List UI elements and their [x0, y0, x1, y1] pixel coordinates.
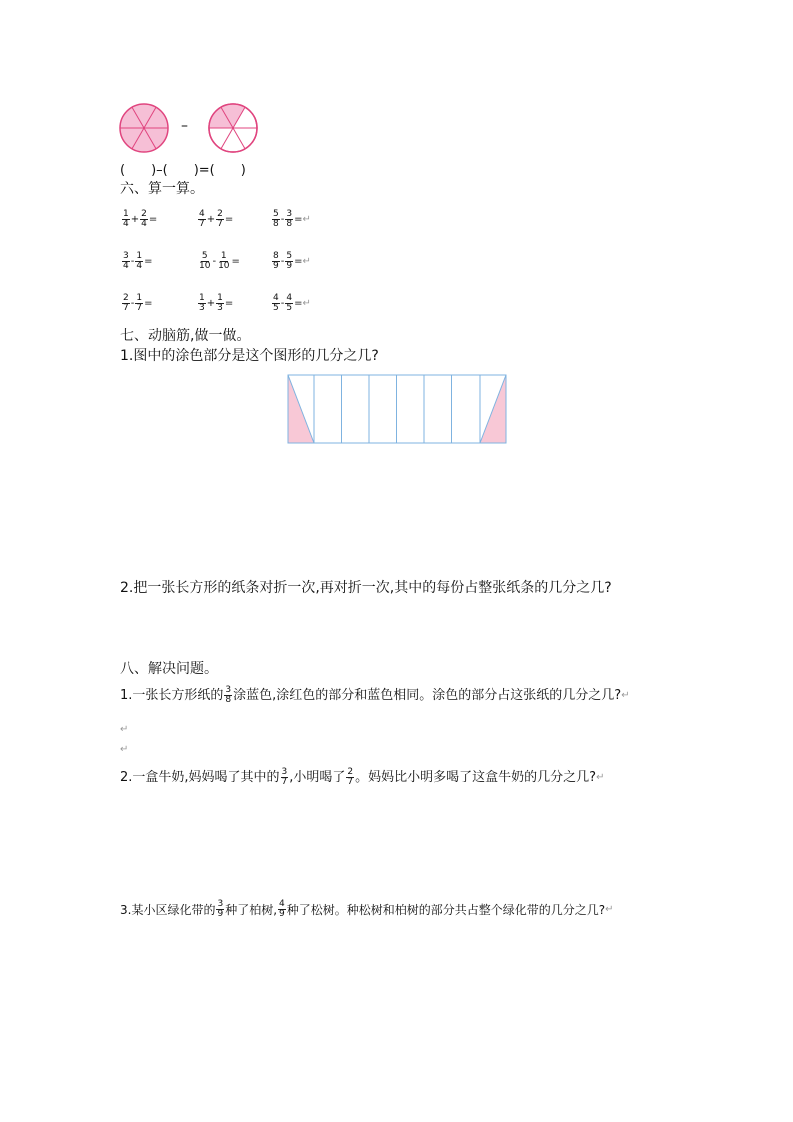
return-mark: ↵: [621, 689, 630, 701]
section6-title: 六、算一算。: [120, 181, 204, 197]
return-mark: ↵: [605, 903, 614, 915]
q2-fraction-1-denominator: 7: [281, 777, 288, 787]
q3-text-post: 种了松树。种松树和柏树的部分共占整个绿化带的几分之几?: [286, 902, 606, 917]
q2-text-pre: 2.一盒牛奶,妈妈喝了其中的: [120, 769, 280, 785]
denominator: 3: [199, 303, 205, 313]
second-fraction: [217, 252, 230, 271]
q2-fraction-1-numerator: 3: [281, 767, 288, 777]
section8-question-2: [120, 768, 604, 787]
numerator: 5: [273, 209, 279, 219]
denominator: 4: [136, 261, 143, 271]
q1-fraction-denominator: 8: [225, 695, 232, 705]
numerator: 3: [123, 251, 129, 261]
q1-fraction-numerator: 3: [225, 685, 232, 695]
second-fraction: [216, 294, 224, 313]
calc-problem: [197, 252, 240, 271]
numerator: 8: [273, 251, 279, 261]
numerator: 2: [217, 209, 223, 219]
denominator: 10: [199, 261, 211, 271]
section7-title: 七、动脑筋,做一做。: [120, 328, 251, 344]
denominator: 7: [217, 219, 223, 229]
q3-text-mid: 种了柏树,: [225, 902, 278, 917]
return-mark: ↵: [596, 771, 605, 783]
operator: -: [212, 256, 217, 267]
calc-problem: [271, 294, 311, 313]
first-fraction: [198, 210, 206, 229]
first-fraction: [122, 294, 130, 313]
denominator: 4: [123, 219, 129, 229]
first-fraction: [122, 252, 130, 271]
second-fraction: [135, 294, 143, 313]
return-mark: ↵: [302, 214, 311, 225]
numerator: 4: [273, 293, 279, 303]
denominator: 3: [217, 303, 223, 313]
first-fraction: [272, 252, 280, 271]
return-mark: ↵: [120, 744, 129, 755]
return-mark: ↵: [120, 724, 129, 735]
minus-sign: –: [181, 118, 188, 134]
numerator: 1: [136, 293, 143, 303]
second-fraction: [285, 294, 293, 313]
numerator: 1: [217, 293, 223, 303]
q3-text-pre: 3.某小区绿化带的: [120, 902, 216, 917]
second-fraction: [216, 210, 224, 229]
denominator: 7: [199, 219, 205, 229]
equals-sign: =: [144, 298, 153, 309]
denominator: 9: [286, 261, 293, 271]
q2-text-mid: ,小明喝了: [289, 769, 346, 785]
numerator: 4: [286, 293, 293, 303]
operator: -: [280, 256, 285, 267]
q1-text-pre: 1.一张长方形纸的: [120, 687, 224, 703]
numerator: 1: [199, 293, 205, 303]
q2-fraction-2-numerator: 2: [347, 767, 354, 777]
q3-fraction-1-denominator: 9: [217, 909, 224, 919]
equals-sign: =: [294, 256, 303, 267]
denominator: 4: [123, 261, 129, 271]
numerator: 1: [220, 251, 227, 261]
denominator: 10: [218, 261, 230, 271]
section7-question-1: 1.图中的涂色部分是这个图形的几分之几?: [120, 348, 379, 364]
q3-fraction-2-numerator: 4: [279, 899, 285, 909]
second-fraction: [140, 210, 148, 229]
section8-question-1: [120, 686, 630, 705]
first-fraction: [198, 252, 211, 271]
numerator: 1: [123, 209, 129, 219]
q2-fraction-2: [346, 768, 354, 787]
operator: -: [280, 214, 285, 225]
second-fraction: [285, 252, 293, 271]
q3-fraction-2: [278, 900, 286, 919]
operator: +: [206, 214, 216, 225]
return-mark: ↵: [302, 256, 311, 267]
first-fraction: [122, 210, 130, 229]
equals-sign: =: [224, 214, 234, 225]
q3-fraction-1: [216, 900, 224, 919]
operator: -: [130, 298, 135, 309]
equals-sign: =: [144, 256, 153, 267]
left-circle-figure: [118, 102, 170, 154]
calc-problem: [121, 210, 157, 229]
denominator: 4: [141, 219, 147, 229]
first-fraction: [272, 210, 280, 229]
calc-problem: [197, 210, 233, 229]
numerator: 5: [201, 251, 208, 261]
denominator: 5: [286, 303, 293, 313]
calc-problem: [121, 294, 152, 313]
calc-problem: [121, 252, 152, 271]
numerator: 2: [123, 293, 129, 303]
section7-question-2: 2.把一张长方形的纸条对折一次,再对折一次,其中的每份占整张纸条的几分之几?: [120, 580, 612, 596]
equals-sign: =: [148, 214, 158, 225]
calc-problem: [271, 252, 311, 271]
blank-equation: ( )–( )=( ): [120, 163, 246, 178]
denominator: 9: [273, 261, 279, 271]
q3-fraction-2-denominator: 9: [279, 909, 285, 919]
second-fraction: [285, 210, 293, 229]
first-fraction: [198, 294, 206, 313]
equals-sign: =: [294, 298, 303, 309]
q3-fraction-1-numerator: 3: [217, 899, 224, 909]
q1-fraction: [224, 686, 232, 705]
denominator: 7: [136, 303, 143, 313]
calc-problem: [271, 210, 311, 229]
denominator: 7: [123, 303, 129, 313]
q1-text-post: 涂蓝色,涂红色的部分和蓝色相同。涂色的部分占这张纸的几分之几?: [233, 687, 622, 703]
calc-problem: [197, 294, 233, 313]
q2-text-post: 。妈妈比小明多喝了这盒牛奶的几分之几?: [355, 769, 597, 785]
trapezoid-grid-figure: [287, 374, 508, 444]
section8-question-3: [120, 900, 614, 919]
numerator: 1: [136, 251, 143, 261]
return-mark: ↵: [302, 298, 311, 309]
first-fraction: [272, 294, 280, 313]
operator: -: [130, 256, 135, 267]
q2-fraction-2-denominator: 7: [347, 777, 354, 787]
denominator: 5: [273, 303, 279, 313]
q2-fraction-1: [281, 768, 289, 787]
operator: +: [130, 214, 140, 225]
section8-title: 八、解决问题。: [120, 661, 218, 677]
denominator: 8: [286, 219, 293, 229]
equals-sign: =: [224, 298, 234, 309]
right-circle-figure: [207, 102, 259, 154]
equals-sign: =: [231, 256, 240, 267]
numerator: 2: [141, 209, 147, 219]
numerator: 4: [199, 209, 205, 219]
second-fraction: [135, 252, 143, 271]
numerator: 3: [286, 209, 293, 219]
equals-sign: =: [294, 214, 303, 225]
operator: -: [280, 298, 285, 309]
denominator: 8: [273, 219, 279, 229]
numerator: 5: [286, 251, 293, 261]
operator: +: [206, 298, 216, 309]
